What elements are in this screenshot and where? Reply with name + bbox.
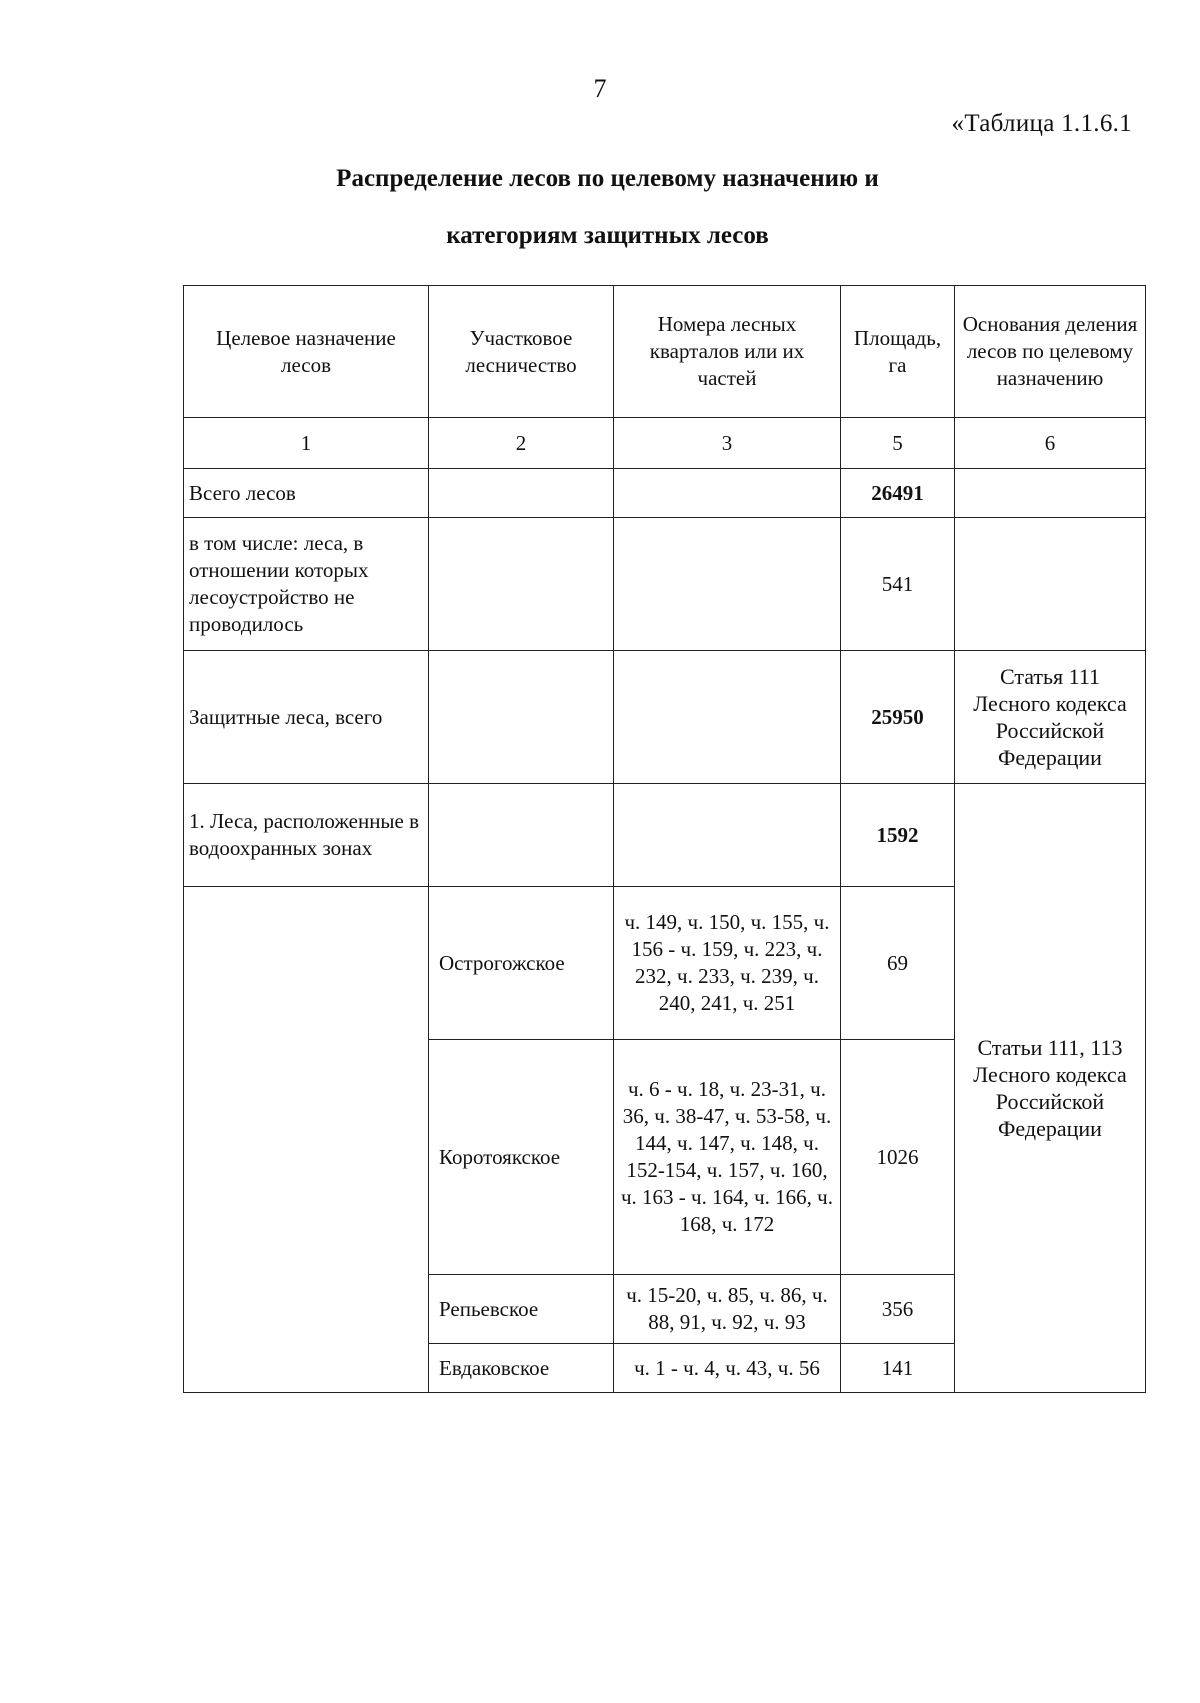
header-forestry: Участковое лесничество: [429, 286, 614, 418]
empty-cell: [614, 784, 841, 887]
column-number: 5: [841, 418, 955, 469]
row-forestry: Коротоякское: [429, 1040, 614, 1275]
empty-cell: [955, 518, 1146, 651]
empty-cell: [955, 469, 1146, 518]
row-forestry: Острогожское: [429, 887, 614, 1040]
empty-cell: [429, 651, 614, 784]
empty-cell: [614, 651, 841, 784]
row-area: 1592: [841, 784, 955, 887]
row-area: 541: [841, 518, 955, 651]
row-basis: Статья 111 Лесного кодекса Российской Федерации: [955, 651, 1146, 784]
row-quarters: ч. 15-20, ч. 85, ч. 86, ч. 88, 91, ч. 92, ч. 93: [614, 1275, 841, 1344]
column-number: 3: [614, 418, 841, 469]
row-name: Защитные леса, всего: [184, 651, 429, 784]
empty-cell: [614, 518, 841, 651]
row-forestry: Евдаковское: [429, 1344, 614, 1393]
row-area: 141: [841, 1344, 955, 1393]
row-quarters: ч. 6 - ч. 18, ч. 23-31, ч. 36, ч. 38-47, ч. 53-58, ч. 144, ч. 147, ч. 148, ч. 152-154, ч. 157, ч. 160, ч. 163 - ч. 164, ч. 166, ч. 168, ч. 172: [614, 1040, 841, 1275]
row-quarters: ч. 1 - ч. 4, ч. 43, ч. 56: [614, 1344, 841, 1393]
table-row-not-surveyed: [184, 518, 1146, 651]
table-row-water-zones: [184, 784, 1146, 887]
empty-cell: [184, 887, 429, 1393]
header-purpose: Целевое назначение лесов: [184, 286, 429, 418]
row-name: 1. Леса, расположенные в водоохранных зонах: [184, 784, 429, 887]
forest-distribution-table: [183, 285, 1146, 1393]
column-number: 1: [184, 418, 429, 469]
row-area: 25950: [841, 651, 955, 784]
empty-cell: [429, 784, 614, 887]
column-number: 2: [429, 418, 614, 469]
header-area: Площадь, га: [841, 286, 955, 418]
row-area: 1026: [841, 1040, 955, 1275]
header-basis: Основания деления лесов по целевому назначению: [955, 286, 1146, 418]
table-row-protective: [184, 651, 1146, 784]
row-area: 26491: [841, 469, 955, 518]
title-line-1: Распределение лесов по целевому назначению и: [336, 165, 879, 192]
empty-cell: [614, 469, 841, 518]
table-row-total: [184, 469, 1146, 518]
row-area: 69: [841, 887, 955, 1040]
column-number-row: [184, 418, 1146, 469]
table-title: [0, 150, 1200, 264]
page-number: 7: [593, 74, 607, 103]
column-number: 6: [955, 418, 1146, 469]
row-area: 356: [841, 1275, 955, 1344]
row-basis: Статьи 111, 113 Лесного кодекса Российской Федерации: [955, 784, 1146, 1393]
title-line-2: категориям защитных лесов: [446, 222, 769, 249]
header-row: [184, 286, 1146, 418]
row-quarters: ч. 149, ч. 150, ч. 155, ч. 156 - ч. 159, ч. 223, ч. 232, ч. 233, ч. 239, ч. 240, 241, ч. 251: [614, 887, 841, 1040]
empty-cell: [429, 518, 614, 651]
row-name: Всего лесов: [184, 469, 429, 518]
header-quarters: Номера лесных кварталов или их частей: [614, 286, 841, 418]
table-reference: «Таблица 1.1.6.1: [951, 110, 1132, 137]
empty-cell: [429, 469, 614, 518]
row-forestry: Репьевское: [429, 1275, 614, 1344]
row-name: в том числе: леса, в отношении которых лесоустройство не проводилось: [184, 518, 429, 651]
